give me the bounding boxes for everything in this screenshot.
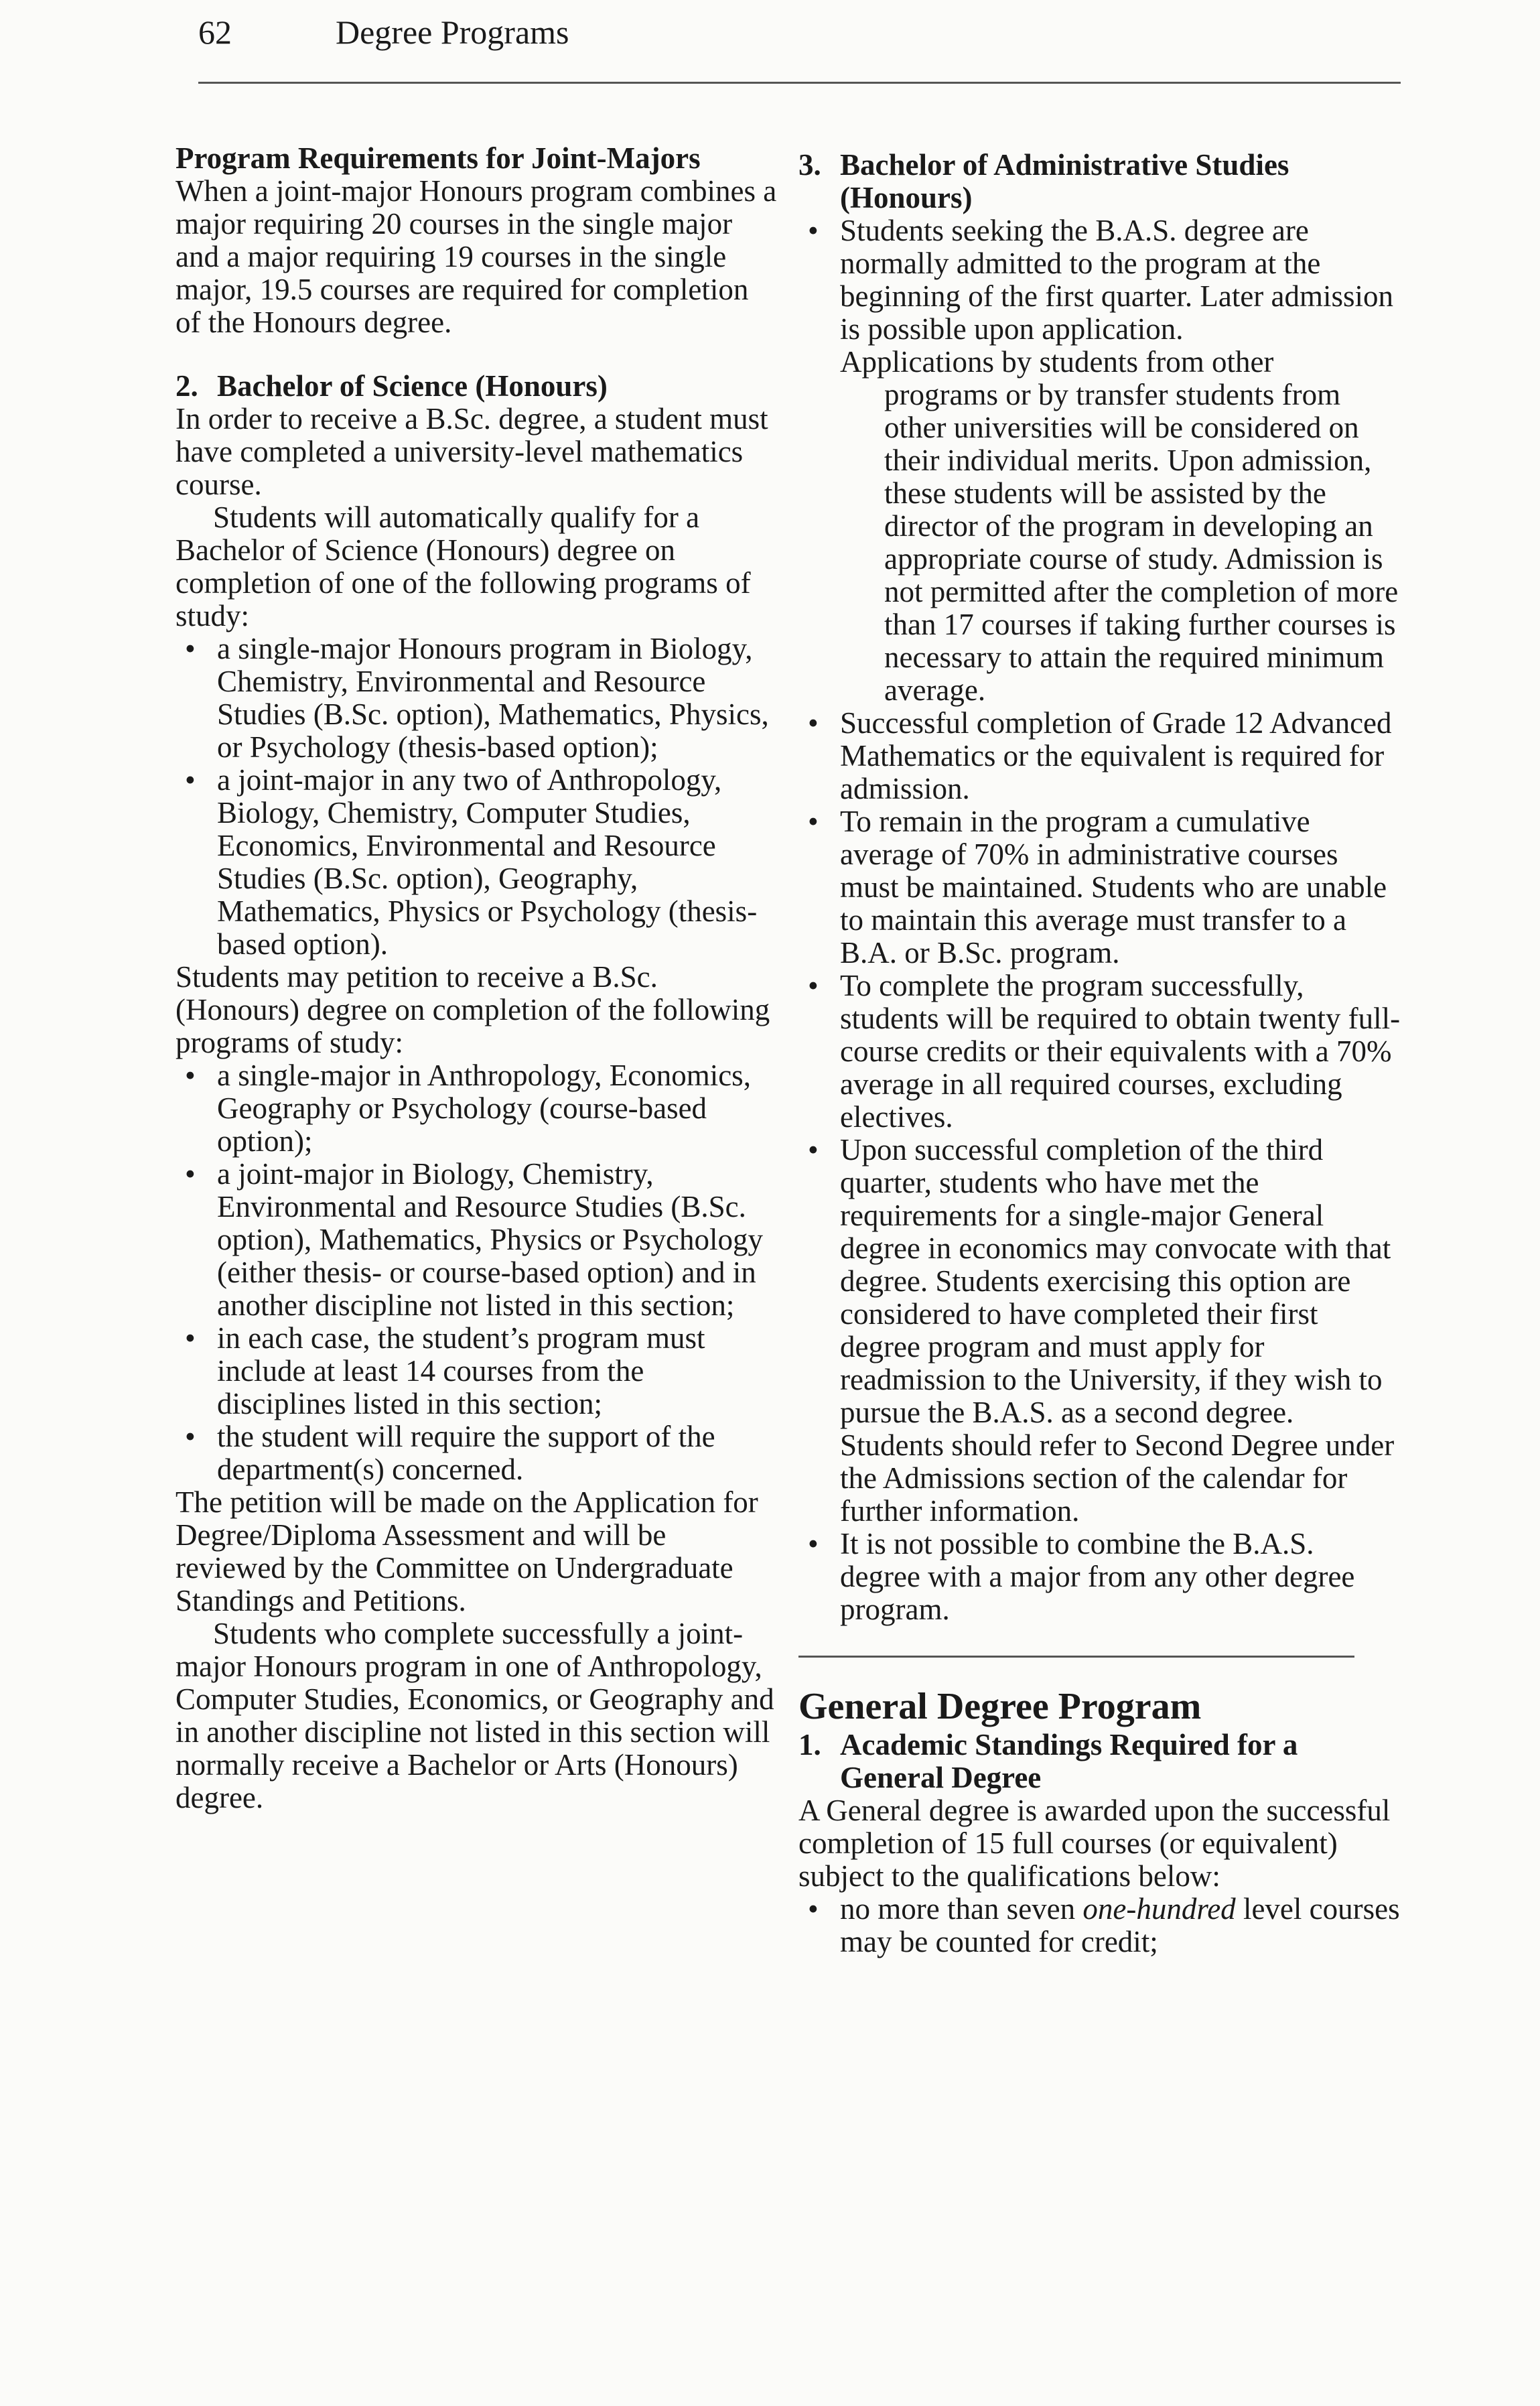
general-standings-text: A General degree is awarded upon the successful completion of 15 full courses (or equivalent) subject to the qualifications below: [798, 1794, 1391, 1893]
bas-heading [798, 149, 1401, 214]
bsc-qualify: Students will automatically qualify for a Bachelor of Science (Honours) degree on completion of one of the following programs of study: [176, 500, 751, 632]
bsc-number: 2. [176, 369, 198, 403]
header-rule [198, 82, 1401, 84]
list-item: • To remain in the program a cumulative average of 70% in administrative courses must be maintained. Students who are unable to maintain this average must transfer to a B.A. or B.Sc. program. [798, 805, 1401, 970]
joint-majors-text: When a joint-major Honours program combines a major requiring 20 courses in the single major and a major requiring 19 courses in the single major, 19.5 courses are required for completion of the Honours degree. [176, 174, 777, 339]
running-head [198, 8, 569, 56]
list-item: • a joint-major in Biology, Chemistry, Environmental and Resource Studies (B.Sc. option), Mathematics, Physics or Psychology (either thesis- or course-based option) and in another discipline not listed in this section; [176, 1158, 778, 1322]
bas-list [798, 707, 1401, 1626]
bsc-heading [176, 370, 778, 403]
list-item: • To complete the program successfully, students will be required to obtain twenty full-course credits or their equivalents with a 70% average in all required courses, excluding electives. [798, 970, 1401, 1134]
bsc-intro: In order to receive a B.Sc. degree, a student must have completed a university-level mathematics course. [176, 402, 768, 501]
general-degree-heading: General Degree Program [798, 1686, 1202, 1727]
running-title: Degree Programs [336, 13, 569, 51]
bsc-title: Bachelor of Science (Honours) [217, 369, 608, 403]
bsc-joint-note: Students who complete successfully a joint-major Honours program in one of Anthropology, Computer Studies, Economics, or Geography and in another discipline not listed in this section will normally receive a Bachelor or Arts (Honours) degree. [176, 1617, 774, 1814]
bas-continuation-first: Applications by students from other [840, 345, 1274, 379]
page-number: 62 [198, 13, 232, 51]
list-item: • Students seeking the B.A.S. degree are normally admitted to the program at the beginning of the first quarter. Later admission is possible upon application. [798, 214, 1401, 346]
bsc-auto-list [176, 632, 778, 961]
list-item: • It is not possible to combine the B.A.S. degree with a major from any other degree program. [798, 1528, 1401, 1626]
list-item: • a single-major in Anthropology, Economics, Geography or Psychology (course-based option); [176, 1059, 778, 1158]
list-item: • a single-major Honours program in Biology, Chemistry, Environmental and Resource Studies (B.Sc. option), Mathematics, Physics, or Psychology (thesis-based option); [176, 632, 778, 764]
list-item-post: level courses may be counted for credit; [840, 1892, 1400, 1958]
list-item: • the student will require the support of the department(s) concerned. [176, 1420, 778, 1486]
bsc-petition-note: The petition will be made on the Application for Degree/Diploma Assessment and will be reviewed by the Committee on Undergraduate Standings and Petitions. [176, 1485, 758, 1617]
general-standings-title: Academic Standings Required for a General Degree [840, 1728, 1298, 1794]
bas-number: 3. [798, 148, 821, 182]
list-item-pre: no more than seven [840, 1892, 1083, 1926]
list-item: • Upon successful completion of the third quarter, students who have met the requirements for a single-major General degree in economics may convocate with that degree. Students exercising this option are considered to have completed their first degree program and must apply for readmission to the University, if they wish to pursue the B.A.S. as a second degree. Students should refer to Second Degree under the Admissions section of the calendar for further information. [798, 1134, 1401, 1528]
general-standings-number: 1. [798, 1728, 821, 1761]
left-column [176, 142, 778, 1814]
bsc-petition: Students may petition to receive a B.Sc. (Honours) degree on completion of the following programs of study: [176, 960, 770, 1059]
list-item [798, 1893, 1401, 1958]
list-item: • a joint-major in any two of Anthropology, Biology, Chemistry, Computer Studies, Economics, Environmental and Resource Studies (B.Sc. option), Geography, Mathematics, Physics or Psychology (thesis-based option). [176, 764, 778, 961]
joint-majors-heading: Program Requirements for Joint-Majors [176, 141, 701, 175]
bsc-petition-list [176, 1059, 778, 1486]
list-item: • in each case, the student’s program must include at least 14 courses from the disciplines listed in this section; [176, 1322, 778, 1420]
bas-title: Bachelor of Administrative Studies (Honours) [840, 148, 1289, 214]
general-standings-heading [798, 1729, 1401, 1794]
list-item: • Successful completion of Grade 12 Advanced Mathematics or the equivalent is required for admission. [798, 707, 1401, 805]
general-standings-list [798, 1893, 1401, 1958]
right-column [798, 149, 1401, 1958]
list-item-emphasis: one-hundred [1082, 1892, 1236, 1926]
bas-continuation-rest: programs or by transfer students from other universities will be considered on their individual merits. Upon admission, these students will be assisted by the director of the program in developing an appropriate course of study. Admission is not permitted after the completion of more than 17 courses if taking further courses is necessary to attain the required minimum average. [884, 378, 1399, 707]
bas-list-first [798, 214, 1401, 346]
section-rule [798, 1656, 1354, 1658]
spacer [176, 339, 778, 370]
